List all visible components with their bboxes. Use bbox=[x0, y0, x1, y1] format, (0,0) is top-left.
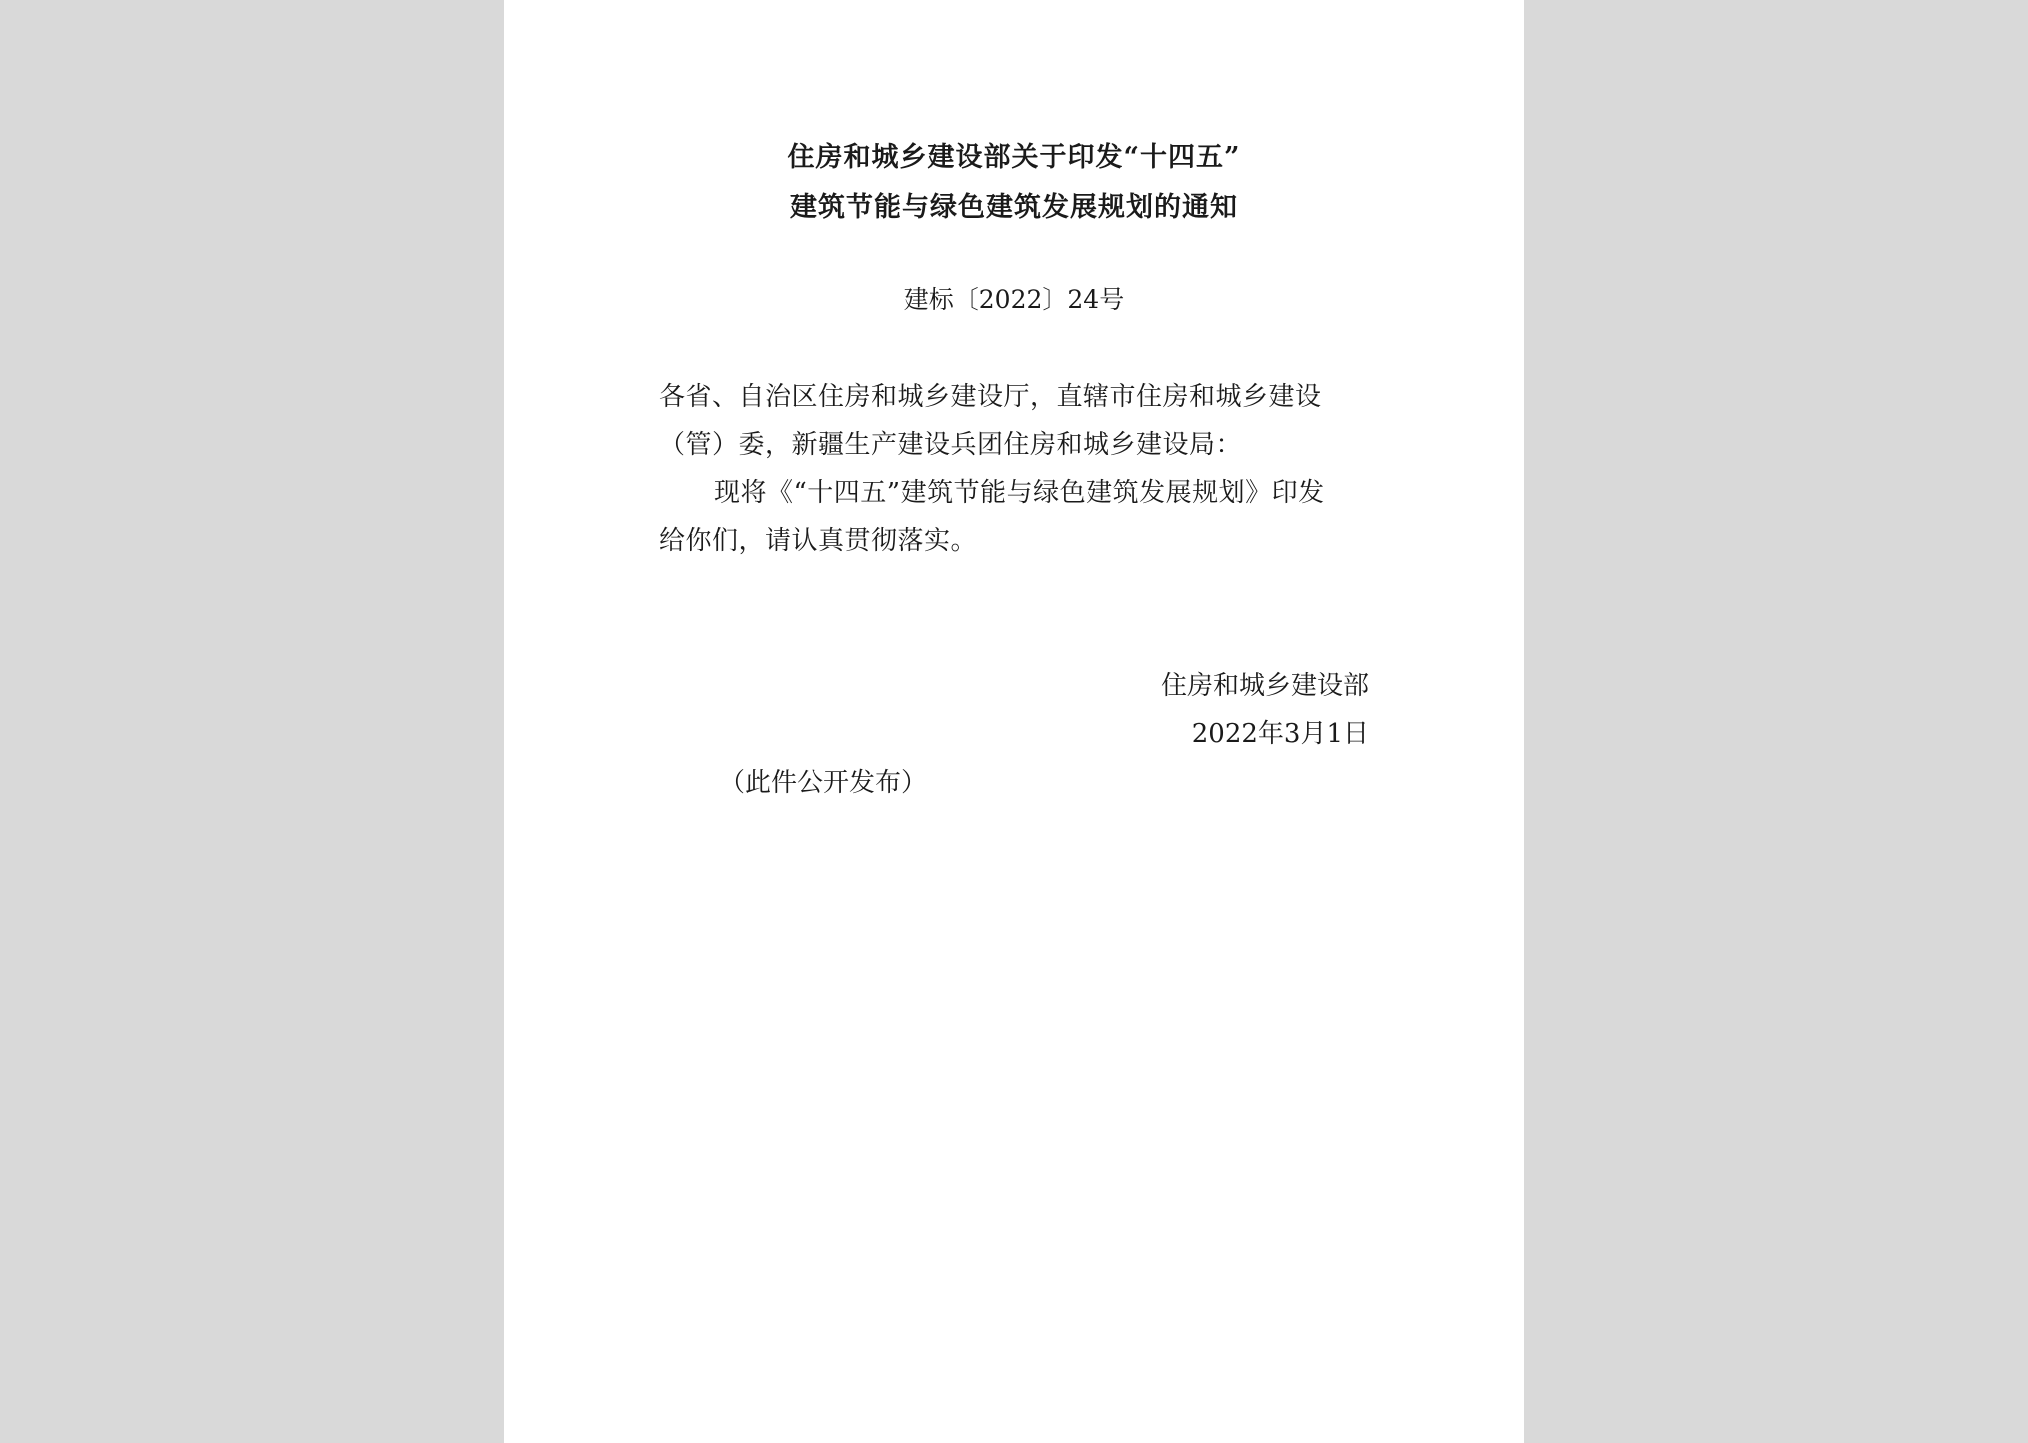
signature-date: 2022年3月1日 bbox=[1191, 719, 1369, 749]
document-title-line-1: 住房和城乡建设部关于印发“十四五” bbox=[787, 142, 1241, 173]
document-page bbox=[504, 0, 1524, 1443]
addressee-line-2: （管）委，新疆生产建设兵团住房和城乡建设局： bbox=[659, 430, 1243, 460]
signature-organization: 住房和城乡建设部 bbox=[1160, 671, 1369, 701]
document-title-line-2: 建筑节能与绿色建筑发展规划的通知 bbox=[790, 192, 1238, 223]
body-paragraph-line-2: 给你们，请认真贯彻落实。 bbox=[659, 526, 978, 556]
body-paragraph-line-1: 现将《“十四五”建筑节能与绿色建筑发展规划》印发 bbox=[714, 478, 1325, 508]
publication-note: （此件公开发布） bbox=[719, 768, 928, 798]
document-number: 建标〔2022〕24号 bbox=[903, 285, 1125, 314]
addressee-line-1: 各省、自治区住房和城乡建设厅，直辖市住房和城乡建设 bbox=[659, 382, 1322, 412]
